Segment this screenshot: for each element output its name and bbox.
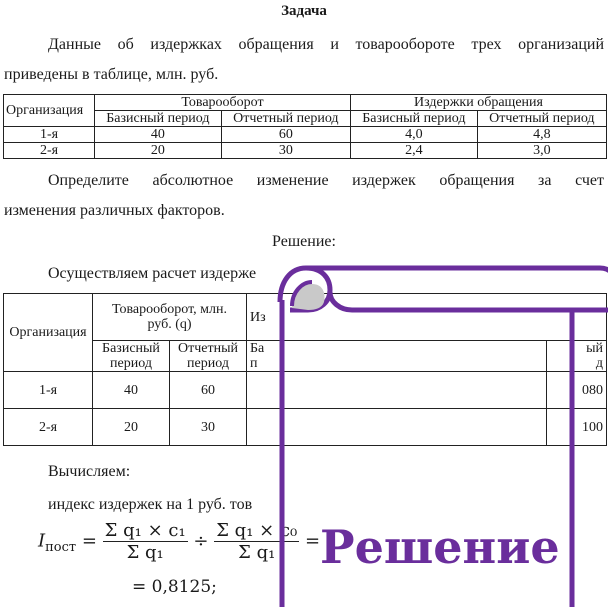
formula-den2: Σ q₁ xyxy=(238,542,276,563)
intro-line-1: Данные об издержках обращения и товарообороте трех организаций xyxy=(48,36,604,53)
table1-t-report: 60 xyxy=(221,127,350,143)
formula-lhs-sub: пост xyxy=(45,540,77,556)
table2-header-partial: Из xyxy=(247,294,607,341)
table2-header-turnover-line1: Товарооборот, млн. xyxy=(112,302,227,317)
table2-org: 2-я xyxy=(4,409,93,446)
table1-c-report: 4,8 xyxy=(477,127,606,143)
table2-t-base: 20 xyxy=(93,409,170,446)
solution-scroll-overlay xyxy=(270,262,608,607)
formula-eq: = xyxy=(81,530,97,552)
table2-org: 1-я xyxy=(4,372,93,409)
table2-t-report: 60 xyxy=(170,372,247,409)
table1-sub-report: Отчетный период xyxy=(221,111,350,127)
data-table xyxy=(3,94,607,159)
formula-fraction-1 xyxy=(103,520,188,563)
table2-sub-report-line2: период xyxy=(187,356,229,371)
table1-header-costs: Издержки обращения xyxy=(350,95,606,111)
table2-sub-partial-right1: ый xyxy=(586,341,603,356)
formula-div: ÷ xyxy=(193,530,209,552)
formula-lhs-symbol: I xyxy=(38,530,46,552)
table1-t-base: 40 xyxy=(95,127,222,143)
table1-org: 2-я xyxy=(4,143,95,159)
table2-sub-partial-left1: Ба xyxy=(250,341,265,356)
compute-label-text: Вычисляем: xyxy=(48,463,131,480)
table2-t-base: 40 xyxy=(93,372,170,409)
table1-org: 1-я xyxy=(4,127,95,143)
question-line-1: Определите абсолютное изменение издержек обращения за счет xyxy=(48,172,604,189)
table1-c-base: 4,0 xyxy=(350,127,477,143)
table1-c-report: 3,0 xyxy=(477,143,606,159)
task-title: Задача xyxy=(281,3,327,19)
table2-right: 080 xyxy=(547,372,607,409)
table2-header-turnover-line2: руб. (q) xyxy=(147,317,192,332)
table2-sub-base-line2: период xyxy=(110,356,152,371)
formula-den1: Σ q₁ xyxy=(126,542,164,563)
table1-sub-base: Базисный период xyxy=(95,111,222,127)
table2-sub-base-line1: Базисный xyxy=(102,341,160,356)
formula-num1: Σ q₁ × c₁ xyxy=(104,520,186,541)
intro-line-2: приведены в таблице, млн. руб. xyxy=(4,66,219,83)
table2-t-report: 30 xyxy=(170,409,247,446)
index-label-text: индекс издержек на 1 руб. тов xyxy=(48,496,253,513)
table1-header-org: Организация xyxy=(4,95,95,127)
solution-heading: Решение: xyxy=(272,233,336,250)
table2-sub-base xyxy=(93,341,170,372)
question-line-2: изменения различных факторов. xyxy=(4,202,225,219)
formula-result: = 0,8125; xyxy=(132,577,217,597)
table2-sub-partial-left2: п xyxy=(250,356,258,371)
table-row xyxy=(4,143,607,159)
table2-header-turnover xyxy=(93,294,247,341)
table2-header-org: Организация xyxy=(4,294,93,372)
overlay-label: Решение xyxy=(320,520,560,574)
table2-right: 100 xyxy=(547,409,607,446)
table1-t-base: 20 xyxy=(95,143,222,159)
table2-sub-partial-right2: д xyxy=(595,356,603,371)
table2-sub-report xyxy=(170,341,247,372)
intro-paragraph xyxy=(4,30,604,90)
calc-intro-text: Осуществляем расчет издерже xyxy=(48,265,257,282)
table1-c-base: 2,4 xyxy=(350,143,477,159)
question-paragraph xyxy=(4,166,604,226)
formula-eq2: = xyxy=(304,530,321,552)
table1-header-turnover: Товарооборот xyxy=(95,95,351,111)
table2-sub-report-line1: Отчетный xyxy=(178,341,238,356)
table1-t-report: 30 xyxy=(221,143,350,159)
table1-sub-base: Базисный период xyxy=(350,111,477,127)
formula-num2: Σ q₁ × c₀ xyxy=(216,520,298,541)
table1-sub-report: Отчетный период xyxy=(477,111,606,127)
table-row xyxy=(4,127,607,143)
